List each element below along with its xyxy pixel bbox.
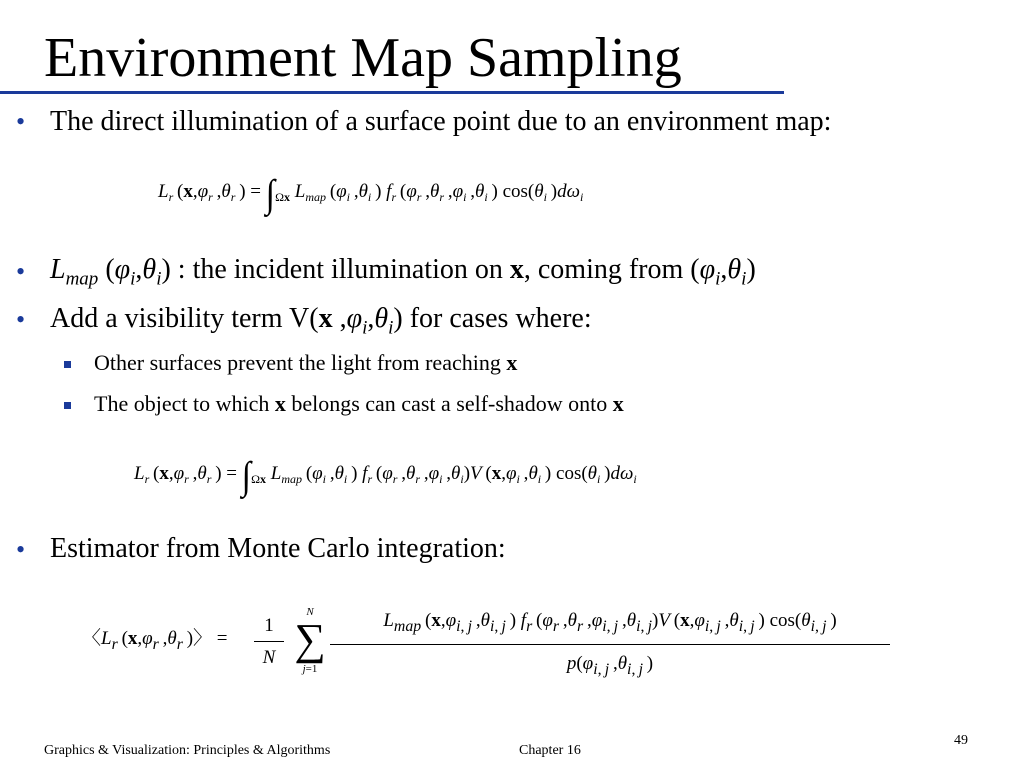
equation-monte-carlo-estimator	[82, 606, 892, 688]
bullet-direct-illumination: The direct illumination of a surface point due to an environment map:	[50, 106, 832, 137]
footer-book-title: Graphics & Visualization: Principles & Algorithms	[44, 743, 331, 758]
slide-title: Environment Map Sampling	[44, 27, 682, 89]
page-number: 49	[954, 733, 968, 748]
sub-bullet-marker	[64, 361, 71, 368]
lmap-definition-text: $(\varphi_i,\theta_i)$ : the incident illumination on x, coming from $(\varphi_i,\theta_i)$	[98, 254, 756, 290]
bullet-lmap-definition	[50, 253, 756, 297]
summation-symbol: N ∑ j=1	[294, 606, 326, 675]
bullet-marker: •	[16, 107, 26, 136]
lmap-symbol: L	[50, 254, 66, 285]
estimator-lhs: 〈$L_r$ ($x,\varphi_r$ $,\theta_r$ )〉 =	[82, 628, 228, 653]
title-underline	[0, 91, 784, 94]
footer-chapter: Chapter 16	[519, 743, 581, 758]
estimator-denominator: $p(\varphi_{i, j}$ $,\theta_{i, j}$ )	[566, 652, 654, 678]
bullet-monte-carlo: Estimator from Monte Carlo integration:	[50, 533, 506, 564]
estimator-fraction	[330, 606, 890, 687]
sub-bullet-occlusion: Other surfaces prevent the light from reaching x	[94, 350, 518, 375]
lmap-subscript: map	[65, 268, 99, 290]
one-over-n-fraction: 1 N	[254, 612, 284, 673]
estimator-numerator: $L_{map}$ ($x,\varphi_{i, j}$ $,\theta_{i, j}$ ) $f_r$ ($\varphi_r$ $,\theta_r$ $,\varphi_{i, j}$ $,\theta_{i, j})V$ ($x,\varphi_{i, j}$ $,\theta_{i, j}$ ) $\cos(\theta_{i, j}$ )	[383, 610, 837, 635]
bullet-marker: •	[16, 535, 26, 564]
equation-with-visibility: $L_r$ ($x,\varphi_r$ $,\theta_r$ ) = $\int_{\Omega x}$ $L_{map}$ ($\varphi_i$ $,\theta_i$ ) $f_r$ ($\varphi_r$ $,\theta_r$ $,\varphi_i$ $,\theta_i)V$ ($x,\varphi_i$ $,\theta_i$ ) $\cos(\theta_i$ )$d\omega_i$	[134, 455, 637, 498]
bullet-marker: •	[16, 305, 26, 334]
sub-bullet-marker	[64, 402, 71, 409]
bullet-visibility-term: Add a visibility term V(x $,\varphi_i,\theta_i$) for cases where:	[50, 303, 592, 339]
sub-bullet-self-shadow: The object to which x belongs can cast a self-shadow onto x	[94, 391, 624, 416]
bullet-marker: •	[16, 257, 26, 286]
equation-direct-illumination: $L_r$ ($x,\varphi_r$ $,\theta_r$ ) = $\int_{\Omega x}$ $L_{map}$ ($\varphi_i$ $,\theta_i$ ) $f_r$ ($\varphi_r$ $,\theta_r$ $,\varphi_i$ $,\theta_i$ ) $\cos(\theta_i$ )$d\omega_i$	[158, 173, 584, 216]
